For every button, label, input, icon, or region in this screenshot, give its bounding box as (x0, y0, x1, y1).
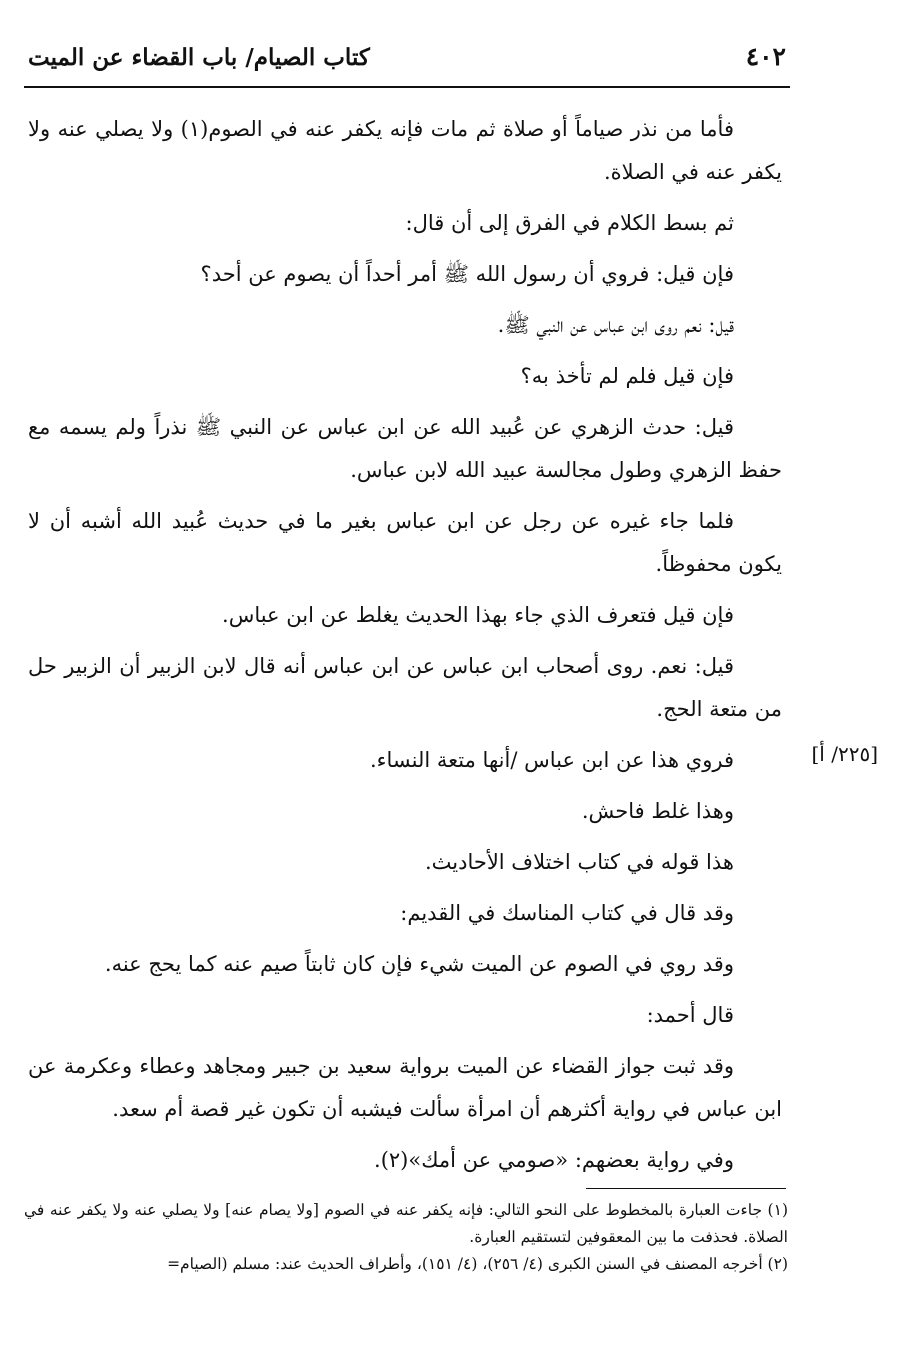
page-header (28, 38, 786, 82)
paragraph: قيل: حدث الزهري عن عُبيد الله عن ابن عباس عن النبي ﷺ نذراً ولم يسمه مع حفظ الزهري وطول مجالسة عبيد الله لابن عباس. (28, 415, 782, 482)
marginal-folio-note: [٢٢٥/ أ] (811, 742, 878, 766)
paragraph: وهذا غلط فاحش. (581, 799, 734, 823)
paragraph: فروي هذا عن ابن عباس /أنها متعة النساء. (369, 748, 734, 772)
paragraph: فإن قيل فتعرف الذي جاء بهذا الحديث يغلط عن ابن عباس. (222, 603, 734, 627)
paragraph: قال أحمد: (646, 1003, 734, 1027)
paragraph: وقد روي في الصوم عن الميت شيء فإن كان ثابتاً صيم عنه كما يحج عنه. (104, 952, 734, 976)
paragraph: فإن قيل فلم لم تأخذ به؟ (520, 364, 734, 388)
paragraph: قيل: نعم روى ابن عباس عن النبي ﷺ. (497, 313, 734, 337)
footnotes (24, 1197, 788, 1278)
paragraph: وقد قال في كتاب المناسك في القديم: (400, 901, 734, 925)
paragraph: فأما من نذر صياماً أو صلاة ثم مات فإنه يكفر عنه في الصوم(١) ولا يصلي عنه ولا يكفر عنه في الصلاة. (28, 117, 782, 184)
paragraph: قيل: نعم. روى أصحاب ابن عباس عن ابن عباس أنه قال لابن الزبير أن الزبير حل من متعة الحج. (28, 654, 782, 721)
paragraph: وفي رواية بعضهم: «صومي عن أمك»(٢). (374, 1148, 734, 1172)
running-title: كتاب الصيام/ باب القضاء عن الميت (28, 44, 370, 71)
page-number: ٤٠٢ (745, 42, 786, 71)
main-text (28, 108, 782, 1190)
paragraph: فإن قيل: فروي أن رسول الله ﷺ أمر أحداً أن يصوم عن أحد؟ (200, 262, 734, 286)
paragraph: ثم بسط الكلام في الفرق إلى أن قال: (405, 211, 734, 235)
footnote: (١) جاءت العبارة بالمخطوط على النحو التالي: فإنه يكفر عنه في الصوم [ولا يصام عنه] ولا يصلي عنه ولا يكفر عنه في الصلاة. فحذفت ما بين المعقوفين لتستقيم العبارة. (24, 1201, 788, 1246)
footnote: (٢) أخرجه المصنف في السنن الكبرى (٤/ ٢٥٦)، (٤/ ١٥١)، وأطراف الحديث عند: مسلم (الصيام= (167, 1255, 788, 1273)
header-rule (24, 86, 790, 88)
footnote-rule (586, 1188, 786, 1189)
paragraph: هذا قوله في كتاب اختلاف الأحاديث. (424, 850, 734, 874)
paragraph: فلما جاء غيره عن رجل عن ابن عباس بغير ما في حديث عُبيد الله أشبه أن لا يكون محفوظاً. (28, 509, 782, 576)
paragraph: وقد ثبت جواز القضاء عن الميت برواية سعيد بن جبير ومجاهد وعطاء وعكرمة عن ابن عباس في رواية أكثرهم أن امرأة سألت فيشبه أن تكون غير قصة أم سعد. (28, 1054, 782, 1121)
